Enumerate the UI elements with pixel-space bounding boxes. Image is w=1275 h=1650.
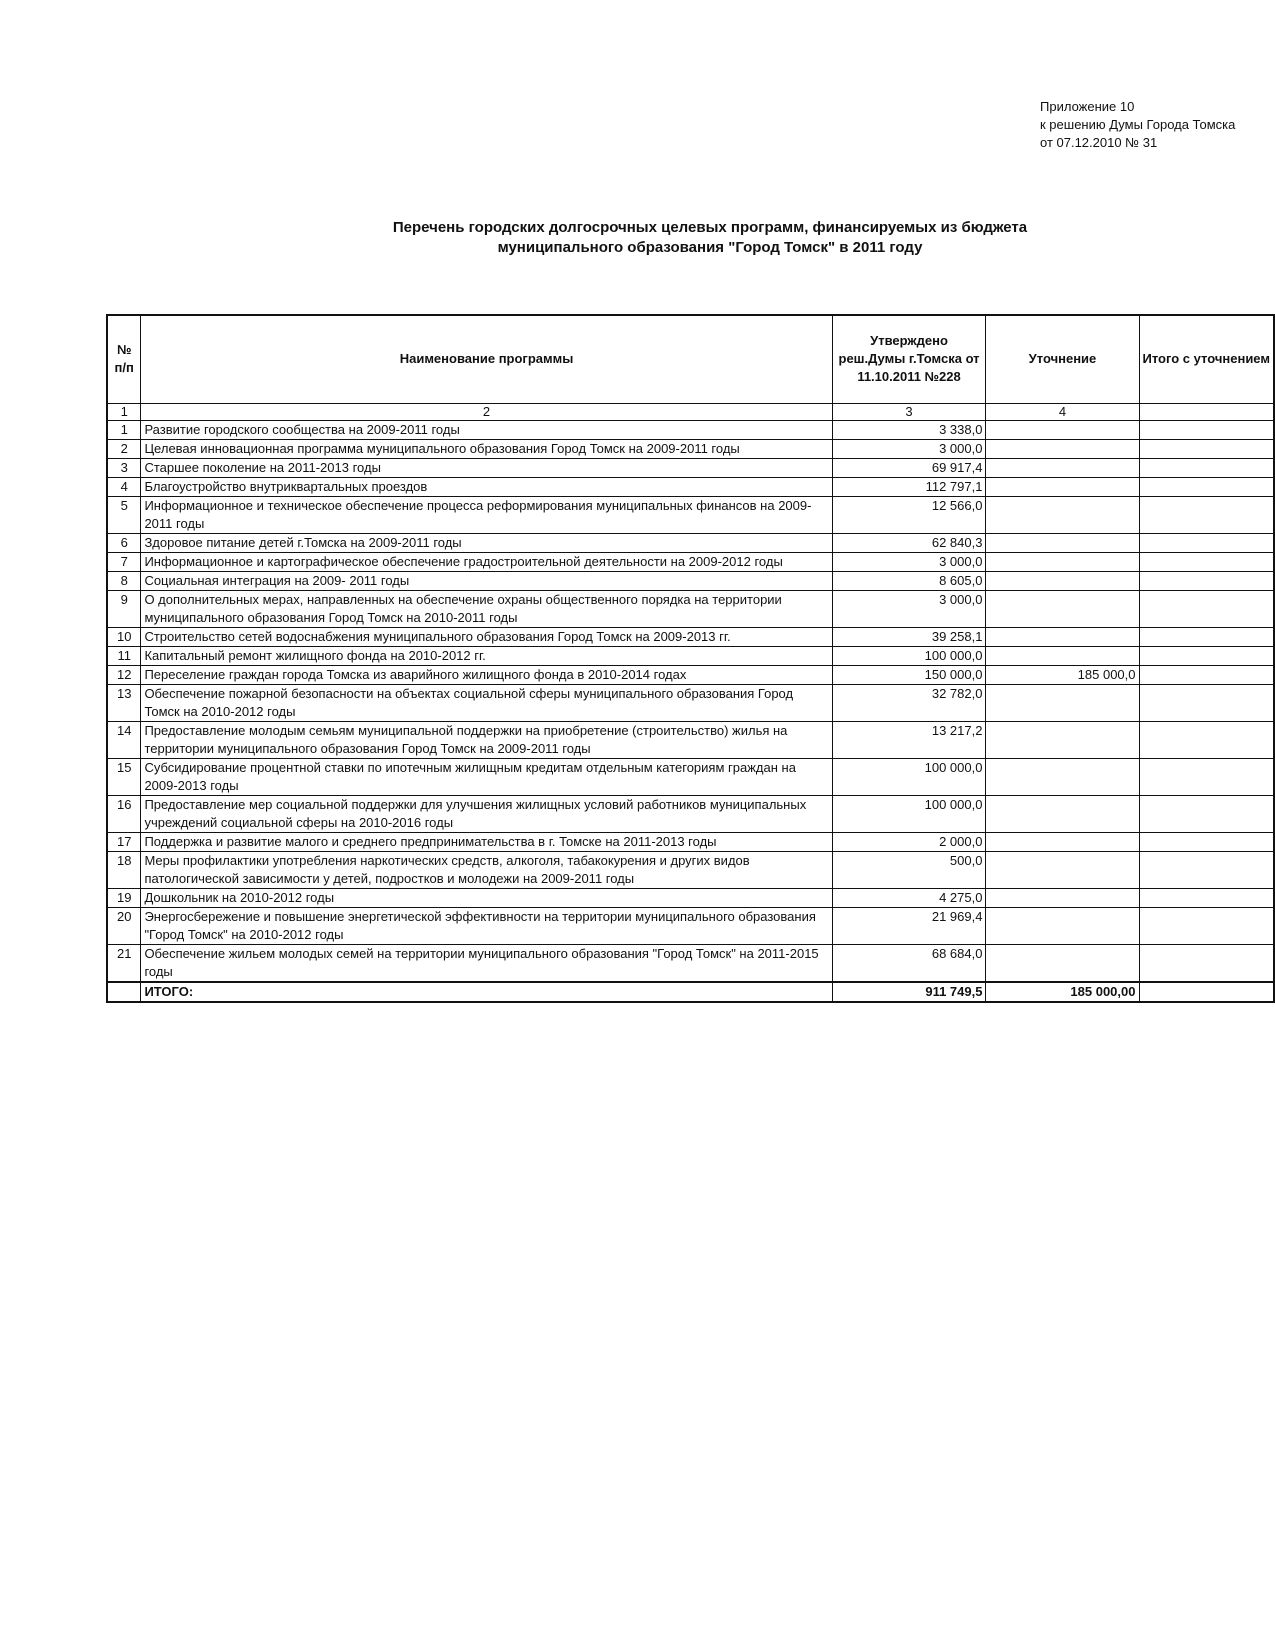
clarification-amount: 185 000,0 xyxy=(986,665,1139,684)
header-approved: Утверждено реш.Думы г.Томска от 11.10.2011 №228 xyxy=(832,315,986,403)
total-amount xyxy=(1139,832,1274,851)
total-amount xyxy=(1139,665,1274,684)
approved-amount: 69 917,4 xyxy=(832,458,986,477)
program-name: Социальная интеграция на 2009- 2011 годы xyxy=(141,571,832,590)
clarification-amount xyxy=(986,795,1139,832)
table-row xyxy=(107,420,1274,439)
approved-amount: 12 566,0 xyxy=(832,496,986,533)
row-number: 9 xyxy=(107,590,141,627)
document-title xyxy=(300,218,1120,258)
program-name: Предоставление молодым семьям муниципальной поддержки на приобретение (строительство) жилья на территории муниципального образования Город Томск на 2009-2011 годы xyxy=(141,721,832,758)
approved-amount: 150 000,0 xyxy=(832,665,986,684)
total-approved: 911 749,5 xyxy=(832,982,986,1002)
table-row xyxy=(107,496,1274,533)
table-row xyxy=(107,627,1274,646)
program-name: О дополнительных мерах, направленных на обеспечение охраны общественного порядка на территории муниципального образования Город Томск на 2010-2011 годы xyxy=(141,590,832,627)
total-row xyxy=(107,982,1274,1002)
approved-amount: 3 000,0 xyxy=(832,552,986,571)
row-number: 6 xyxy=(107,533,141,552)
program-name: Дошкольник на 2010-2012 годы xyxy=(141,888,832,907)
approved-amount: 68 684,0 xyxy=(832,944,986,982)
clarification-amount xyxy=(986,684,1139,721)
total-amount xyxy=(1139,721,1274,758)
total-amount xyxy=(1139,420,1274,439)
total-amount xyxy=(1139,477,1274,496)
total-amount xyxy=(1139,795,1274,832)
clarification-amount xyxy=(986,851,1139,888)
approved-amount: 112 797,1 xyxy=(832,477,986,496)
clarification-amount xyxy=(986,439,1139,458)
title-line-1: Перечень городских долгосрочных целевых программ, финансируемых из бюджета xyxy=(392,219,1028,236)
total-amount xyxy=(1139,533,1274,552)
table-row xyxy=(107,795,1274,832)
clarification-amount xyxy=(986,477,1139,496)
program-name: Строительство сетей водоснабжения муниципального образования Город Томск на 2009-2013 гг. xyxy=(141,627,832,646)
approved-amount: 2 000,0 xyxy=(832,832,986,851)
approved-amount: 3 338,0 xyxy=(832,420,986,439)
table-row xyxy=(107,907,1274,944)
program-name: Обеспечение жильем молодых семей на территории муниципального образования "Город Томск" на 2011-2015 годы xyxy=(141,944,832,982)
total-num xyxy=(107,982,141,1002)
program-name: Старшее поколение на 2011-2013 годы xyxy=(141,458,832,477)
approved-amount: 100 000,0 xyxy=(832,795,986,832)
total-amount xyxy=(1139,458,1274,477)
approved-amount: 13 217,2 xyxy=(832,721,986,758)
table-row xyxy=(107,458,1274,477)
total-amount xyxy=(1139,590,1274,627)
header-clarification: Уточнение xyxy=(986,315,1139,403)
clarification-amount xyxy=(986,552,1139,571)
approved-amount: 3 000,0 xyxy=(832,439,986,458)
clarification-amount xyxy=(986,888,1139,907)
program-name: Информационное и картографическое обеспечение градостроительной деятельности на 2009-2012 годы xyxy=(141,552,832,571)
row-number: 18 xyxy=(107,851,141,888)
approved-amount: 8 605,0 xyxy=(832,571,986,590)
column-number-row xyxy=(107,403,1274,420)
approved-amount: 62 840,3 xyxy=(832,533,986,552)
colnum-3: 3 xyxy=(832,403,986,420)
row-number: 3 xyxy=(107,458,141,477)
colnum-1: 1 xyxy=(107,403,141,420)
clarification-amount xyxy=(986,590,1139,627)
total-final xyxy=(1139,982,1274,1002)
table-row xyxy=(107,758,1274,795)
program-name: Меры профилактики употребления наркотических средств, алкоголя, табакокурения и других видов патологической зависимости у детей, подростков и молодежи на 2009-2011 годы xyxy=(141,851,832,888)
row-number: 2 xyxy=(107,439,141,458)
row-number: 13 xyxy=(107,684,141,721)
total-amount xyxy=(1139,758,1274,795)
program-name: Целевая инновационная программа муниципального образования Город Томск на 2009-2011 годы xyxy=(141,439,832,458)
colnum-5 xyxy=(1139,403,1274,420)
colnum-4: 4 xyxy=(986,403,1139,420)
colnum-2: 2 xyxy=(141,403,832,420)
clarification-amount xyxy=(986,646,1139,665)
total-clarification: 185 000,00 xyxy=(986,982,1139,1002)
program-name: Капитальный ремонт жилищного фонда на 2010-2012 гг. xyxy=(141,646,832,665)
clarification-amount xyxy=(986,721,1139,758)
row-number: 20 xyxy=(107,907,141,944)
row-number: 12 xyxy=(107,665,141,684)
approved-amount: 4 275,0 xyxy=(832,888,986,907)
approved-amount: 21 969,4 xyxy=(832,907,986,944)
row-number: 4 xyxy=(107,477,141,496)
total-amount xyxy=(1139,439,1274,458)
table-row xyxy=(107,832,1274,851)
total-amount xyxy=(1139,888,1274,907)
approved-amount: 100 000,0 xyxy=(832,646,986,665)
table-row xyxy=(107,552,1274,571)
approved-amount: 500,0 xyxy=(832,851,986,888)
row-number: 15 xyxy=(107,758,141,795)
row-number: 14 xyxy=(107,721,141,758)
appendix-line-2: к решению Думы Города Томска xyxy=(1040,117,1236,132)
approved-amount: 3 000,0 xyxy=(832,590,986,627)
header-name: Наименование программы xyxy=(141,315,832,403)
program-name: Развитие городского сообщества на 2009-2011 годы xyxy=(141,420,832,439)
table-row xyxy=(107,439,1274,458)
approved-amount: 32 782,0 xyxy=(832,684,986,721)
clarification-amount xyxy=(986,758,1139,795)
clarification-amount xyxy=(986,458,1139,477)
total-amount xyxy=(1139,627,1274,646)
table-row xyxy=(107,646,1274,665)
total-amount xyxy=(1139,907,1274,944)
total-label: ИТОГО: xyxy=(141,982,832,1002)
clarification-amount xyxy=(986,571,1139,590)
clarification-amount xyxy=(986,420,1139,439)
program-name: Субсидирование процентной ставки по ипотечным жилищным кредитам отдельным категориям граждан на 2009-2013 годы xyxy=(141,758,832,795)
row-number: 11 xyxy=(107,646,141,665)
programs-table xyxy=(106,314,1275,1003)
row-number: 21 xyxy=(107,944,141,982)
clarification-amount xyxy=(986,627,1139,646)
row-number: 17 xyxy=(107,832,141,851)
clarification-amount xyxy=(986,533,1139,552)
row-number: 8 xyxy=(107,571,141,590)
appendix-line-1: Приложение 10 xyxy=(1040,99,1135,114)
approved-amount: 39 258,1 xyxy=(832,627,986,646)
appendix-line-3: от 07.12.2010 № 31 xyxy=(1040,135,1158,150)
table-row xyxy=(107,571,1274,590)
total-amount xyxy=(1139,571,1274,590)
row-number: 19 xyxy=(107,888,141,907)
clarification-amount xyxy=(986,907,1139,944)
table-row xyxy=(107,888,1274,907)
approved-amount: 100 000,0 xyxy=(832,758,986,795)
program-name: Благоустройство внутриквартальных проездов xyxy=(141,477,832,496)
table-row xyxy=(107,533,1274,552)
row-number: 7 xyxy=(107,552,141,571)
row-number: 5 xyxy=(107,496,141,533)
table-row xyxy=(107,590,1274,627)
table-row xyxy=(107,944,1274,982)
total-amount xyxy=(1139,646,1274,665)
header-total-clarified: Итого с уточнением xyxy=(1139,315,1274,403)
total-amount xyxy=(1139,944,1274,982)
program-name: Информационное и техническое обеспечение процесса реформирования муниципальных финансов на 2009-2011 годы xyxy=(141,496,832,533)
program-name: Обеспечение пожарной безопасности на объектах социальной сферы муниципального образования Город Томск на 2010-2012 годы xyxy=(141,684,832,721)
header-num: № п/п xyxy=(107,315,141,403)
row-number: 10 xyxy=(107,627,141,646)
program-name: Переселение граждан города Томска из аварийного жилищного фонда в 2010-2014 годах xyxy=(141,665,832,684)
total-amount xyxy=(1139,684,1274,721)
total-amount xyxy=(1139,496,1274,533)
total-amount xyxy=(1139,552,1274,571)
table-row xyxy=(107,851,1274,888)
table-row xyxy=(107,721,1274,758)
table-row xyxy=(107,665,1274,684)
table-row xyxy=(107,684,1274,721)
program-name: Поддержка и развитие малого и среднего предпринимательства в г. Томске на 2011-2013 годы xyxy=(141,832,832,851)
row-number: 16 xyxy=(107,795,141,832)
total-amount xyxy=(1139,851,1274,888)
table-row xyxy=(107,477,1274,496)
clarification-amount xyxy=(986,944,1139,982)
program-name: Энергосбережение и повышение энергетической эффективности на территории муниципального образования "Город Томск" на 2010-2012 годы xyxy=(141,907,832,944)
table-header-row xyxy=(107,315,1274,403)
appendix-note xyxy=(1040,98,1275,152)
clarification-amount xyxy=(986,496,1139,533)
program-name: Здоровое питание детей г.Томска на 2009-2011 годы xyxy=(141,533,832,552)
program-name: Предоставление мер социальной поддержки для улучшения жилищных условий работников муниципальных учреждений социальной сферы на 2010-2016 годы xyxy=(141,795,832,832)
title-line-2: муниципального образования "Город Томск" в 2011 году xyxy=(497,239,923,256)
clarification-amount xyxy=(986,832,1139,851)
row-number: 1 xyxy=(107,420,141,439)
